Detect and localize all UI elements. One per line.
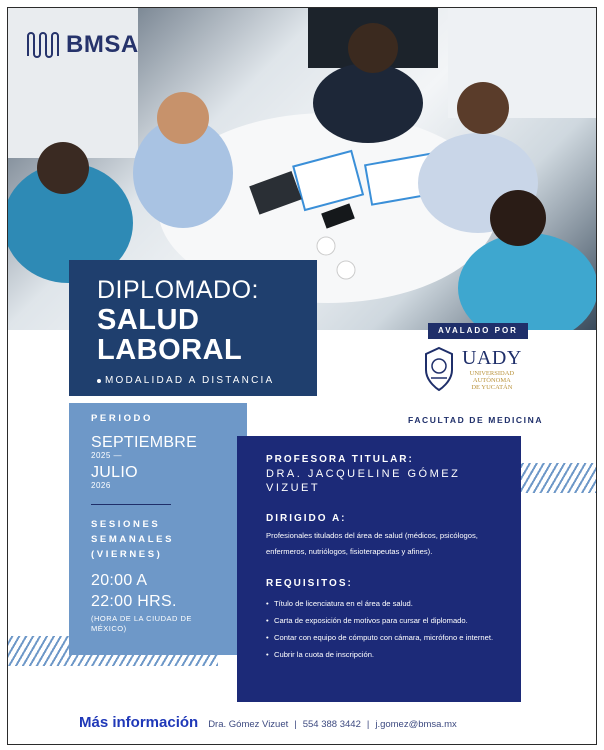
session-time-2: 22:00 HRS.	[91, 593, 177, 610]
contact-email[interactable]: j.gomez@bmsa.mx	[375, 719, 457, 730]
title-line-1: DIPLOMADO:	[97, 276, 259, 304]
teacher-label: PROFESORA TITULAR:	[266, 454, 414, 465]
contact-phone[interactable]: 554 388 3442	[302, 719, 361, 730]
audience-text: Profesionales titulados del área de salud (médicos, psicólogos, enfermeros, nutriólogos, fisioterapeutas y afines).	[266, 531, 478, 556]
period-end-month: JULIO	[91, 464, 138, 481]
title-line-2: SALUD	[97, 304, 200, 336]
divider	[91, 504, 171, 505]
sessions-label-2: SEMANALES	[91, 534, 175, 545]
title-line-3: LABORAL	[97, 334, 243, 366]
timezone-2: MÉXICO)	[91, 624, 127, 633]
timezone-1: (HORA DE LA CIUDAD DE	[91, 614, 192, 623]
contact-name: Dra. Gómez Vizuet	[208, 719, 289, 730]
uady-crest-icon	[422, 346, 456, 392]
uady-sub-3: DE YUCATÁN	[471, 384, 513, 391]
period-end-year: 2026	[91, 481, 111, 490]
period-start-month: SEPTIEMBRE	[91, 434, 198, 451]
list-item: • Cubrir la cuota de inscripción.	[266, 646, 503, 663]
sessions-label-3: (VIERNES)	[91, 549, 163, 560]
list-item: • Contar con equipo de cómputo con cámara, micrófono e internet.	[266, 629, 503, 646]
contact-line: Dra. Gómez Vizuet | 554 388 3442 | j.gomez@bmsa.mx	[208, 719, 457, 730]
stripes-right	[521, 463, 597, 493]
title-box	[69, 260, 317, 396]
uady-logo	[422, 346, 522, 392]
info-panel	[237, 436, 521, 702]
requirements-label: REQUISITOS:	[266, 578, 353, 589]
modality-text: MODALIDAD A DISTANCIA	[105, 375, 275, 386]
flyer	[7, 7, 597, 745]
list-item: • Carta de exposición de motivos para cursar el diplomado.	[266, 612, 503, 629]
teacher-name: DRA. JACQUELINE GÓMEZ VIZUET	[266, 468, 461, 494]
uady-name: UADY	[462, 347, 522, 369]
bmsa-logo-icon	[26, 30, 60, 60]
uady-sub-1: UNIVERSIDAD	[469, 370, 515, 377]
endorsement-badge: AVALADO POR	[428, 323, 528, 339]
session-time-1: 20:00 A	[91, 572, 148, 589]
uady-sub-2: AUTÓNOMA	[472, 377, 511, 384]
footer	[79, 714, 457, 731]
list-item: • Título de licenciatura en el área de salud.	[266, 595, 503, 612]
brand-name: BMSA	[66, 31, 139, 58]
period-start-year: 2025 —	[91, 451, 123, 460]
bullet-icon	[97, 379, 101, 383]
period-label: PERIODO	[91, 413, 154, 424]
sessions-label-1: SESIONES	[91, 519, 161, 530]
modality	[97, 375, 317, 386]
brand-logo	[26, 30, 139, 60]
schedule-panel	[69, 403, 247, 655]
faculty-name: FACULTAD DE MEDICINA	[408, 415, 544, 425]
audience-label: DIRIGIDO A:	[266, 513, 347, 524]
more-info-label: Más información	[79, 714, 199, 731]
requirements-list	[266, 595, 503, 663]
